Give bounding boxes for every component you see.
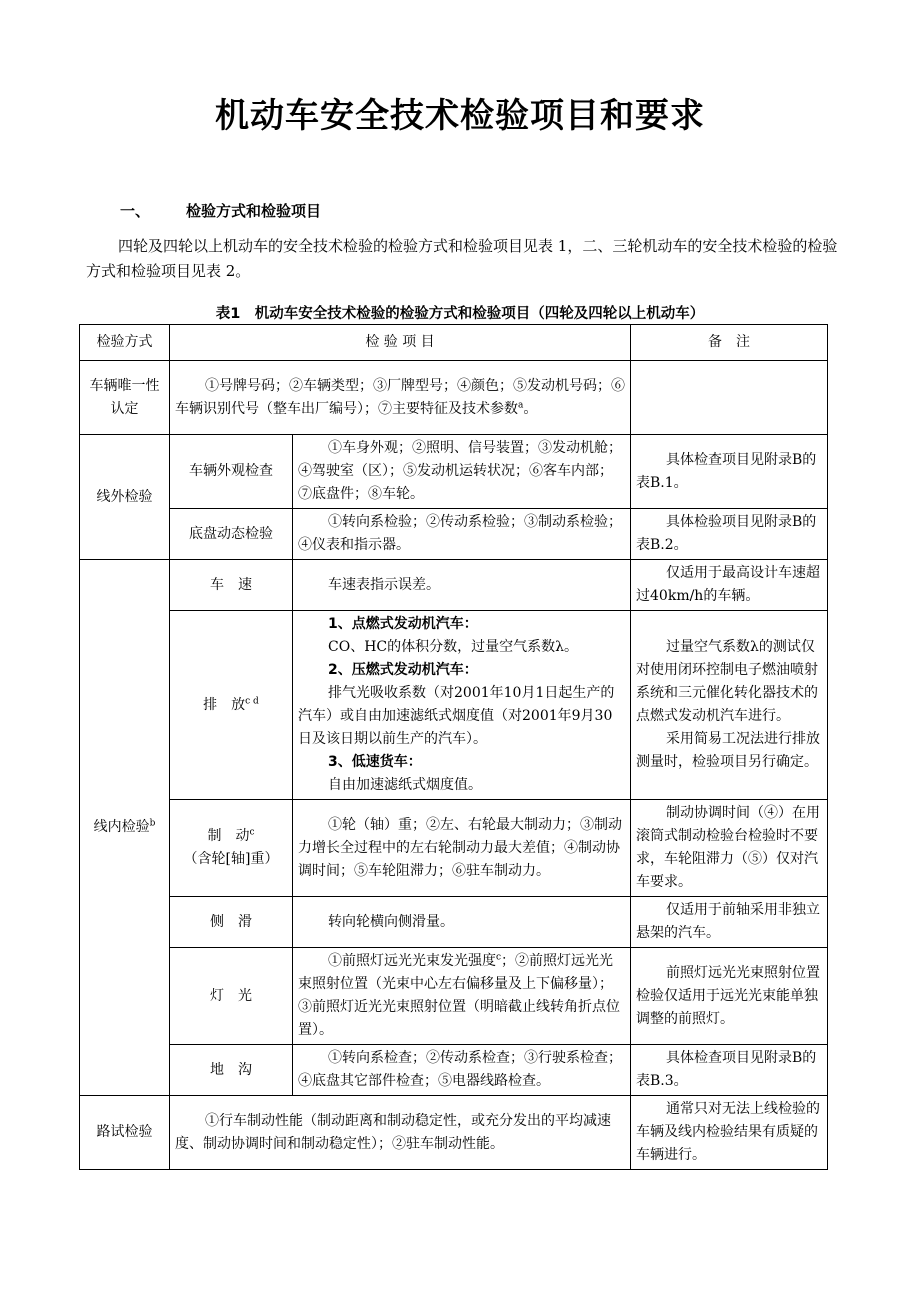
items-cell xyxy=(293,611,631,800)
section-heading xyxy=(120,200,321,221)
section-title: 检验方式和检验项目 xyxy=(186,202,322,220)
remarks-cell: 通常只对无法上线检验的车辆及线内检验结果有质疑的车辆进行。 xyxy=(631,1096,828,1170)
header-items: 检 验 项 目 xyxy=(170,325,631,361)
remarks-cell: 具体检验项目见附录B的表B.2。 xyxy=(631,509,828,560)
footnote-marker: a xyxy=(518,399,524,410)
items-cell: ①行车制动性能（制动距离和制动稳定性，或充分发出的平均减速度、制动协调时间和制动稳定性）；②驻车制动性能。 xyxy=(170,1096,631,1170)
emission-heading-3: 3、低速货车： xyxy=(328,754,422,770)
table-row xyxy=(80,435,828,509)
subitem-subtext: （含轮[轴]重） xyxy=(183,851,279,867)
items-cell: ①车身外观；②照明、信号装置；③发动机舱；④驾驶室（区）；⑤发动机运转状况；⑥客车内部；⑦底盘件；⑧车轮。 xyxy=(293,435,631,509)
inspection-table xyxy=(79,324,828,1170)
table-row xyxy=(80,509,828,560)
method-cell: 路试检验 xyxy=(80,1096,170,1170)
subitem-text xyxy=(175,825,287,848)
table-row xyxy=(80,897,828,948)
footnote-marker: b xyxy=(149,818,156,829)
emission-remark-2: 采用简易工况法进行排放测量时，检验项目另行确定。 xyxy=(636,731,821,770)
table-row xyxy=(80,948,828,1045)
footnote-marker: c xyxy=(496,952,502,963)
items-text: ；②前照灯远光光束照射位置（光束中心左右偏移量及上下偏移量）；③前照灯近光光束照射位置（明暗截止线转角折点位置）。 xyxy=(298,953,620,1038)
table-row xyxy=(80,1096,828,1170)
subitem-cell: 车 速 xyxy=(170,560,293,611)
table-row xyxy=(80,611,828,800)
method-cell xyxy=(80,560,170,1096)
emission-heading-1: 1、点燃式发动机汽车： xyxy=(328,616,478,632)
remarks-cell: 具体检查项目见附录B的表B.1。 xyxy=(631,435,828,509)
subitem-cell: 底盘动态检验 xyxy=(170,509,293,560)
footnote-marker: c xyxy=(249,827,255,838)
emission-text-2: 排气光吸收系数（对2001年10月1日起生产的汽车）或自由加速滤纸式烟度值（对2001年9月30日及该日期以前生产的汽车）。 xyxy=(298,685,615,747)
subitem-cell: 侧 滑 xyxy=(170,897,293,948)
items-cell xyxy=(293,948,631,1045)
method-text: 线内检验 xyxy=(93,819,150,835)
emission-remark-1: 过量空气系数λ的测试仅对使用闭环控制电子燃油喷射系统和三元催化转化器技术的点燃式发动机汽车进行。 xyxy=(636,639,819,724)
page-title: 机动车安全技术检验项目和要求 xyxy=(215,96,705,136)
items-cell: ①转向系检验；②传动系检验；③制动系检验；④仪表和指示器。 xyxy=(293,509,631,560)
emission-text-1: CO、HC的体积分数，过量空气系数λ。 xyxy=(328,639,578,655)
subitem-cell: 灯 光 xyxy=(170,948,293,1045)
table-row xyxy=(80,1045,828,1096)
remarks-cell xyxy=(631,361,828,435)
remarks-cell: 仅适用于最高设计车速超过40km/h的车辆。 xyxy=(631,560,828,611)
items-cell: ①轮（轴）重；②左、右轮最大制动力；③制动力增长全过程中的左右轮制动力最大差值；④制动协调时间；⑤车轮阻滞力；⑥驻车制动力。 xyxy=(293,800,631,897)
remarks-cell xyxy=(631,611,828,800)
remarks-cell: 具体检查项目见附录B的表B.3。 xyxy=(631,1045,828,1096)
subitem-cell: 车辆外观检查 xyxy=(170,435,293,509)
items-text: ①号牌号码；②车辆类型；③厂牌型号；④颜色；⑤发动机号码；⑥车辆识别代号（整车出厂编号）；⑦主要特征及技术参数 xyxy=(175,377,625,417)
header-method: 检验方式 xyxy=(80,325,170,361)
subitem-cell: 地 沟 xyxy=(170,1045,293,1096)
footnote-marker: c d xyxy=(245,695,259,706)
remarks-cell: 仅适用于前轴采用非独立悬架的汽车。 xyxy=(631,897,828,948)
remarks-cell: 制动协调时间（④）在用滚筒式制动检验台检验时不要求，车轮阻滞力（⑤）仅对汽车要求。 xyxy=(631,800,828,897)
subitem-label: 制 动 xyxy=(207,828,250,844)
table-row xyxy=(80,800,828,897)
table-row xyxy=(80,560,828,611)
items-cell: 转向轮横向侧滑量。 xyxy=(293,897,631,948)
subitem-cell xyxy=(170,800,293,897)
remarks-cell: 前照灯远光光束照射位置检验仅适用于远光光束能单独调整的前照灯。 xyxy=(631,948,828,1045)
items-cell xyxy=(170,361,631,435)
items-cell: 车速表指示误差。 xyxy=(293,560,631,611)
section-number: 一、 xyxy=(120,202,151,220)
items-cell: ①转向系检查；②传动系检查；③行驶系检查；④底盘其它部件检查；⑤电器线路检查。 xyxy=(293,1045,631,1096)
table-caption: 表1 机动车安全技术检验的检验方式和检验项目（四轮及四轮以上机动车） xyxy=(215,306,705,322)
emission-text-3: 自由加速滤纸式烟度值。 xyxy=(328,777,482,793)
items-text: ①前照灯远光光束发光强度 xyxy=(328,953,496,969)
emission-heading-2: 2、压燃式发动机汽车： xyxy=(328,662,478,678)
table-row xyxy=(80,361,828,435)
subitem-text: 排 放 xyxy=(203,696,246,713)
subitem-cell xyxy=(170,611,293,800)
method-cell: 线外检验 xyxy=(80,435,170,560)
header-remarks: 备 注 xyxy=(631,325,828,361)
method-cell: 车辆唯一性认定 xyxy=(80,361,170,435)
intro-paragraph: 四轮及四轮以上机动车的安全技术检验的检验方式和检验项目见表 1，二、三轮机动车的安全技术检验的检验方式和检验项目见表 2。 xyxy=(86,237,838,280)
items-text: 。 xyxy=(523,400,538,417)
table-header-row xyxy=(80,325,828,361)
